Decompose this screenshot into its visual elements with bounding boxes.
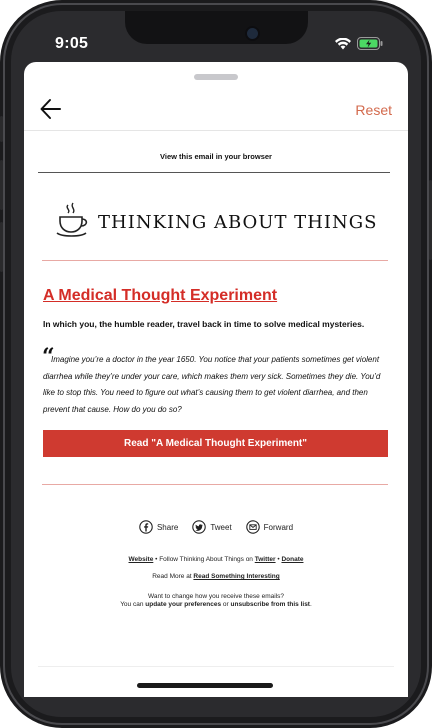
read-article-button[interactable]: Read "A Medical Thought Experiment": [43, 430, 388, 457]
twitter-icon: [192, 520, 206, 534]
brand-logo[interactable]: [56, 202, 377, 243]
view-in-browser-link[interactable]: View this email in your browser: [160, 152, 272, 161]
battery-icon: [357, 37, 383, 55]
share-facebook-button[interactable]: [139, 520, 178, 534]
website-link[interactable]: Website: [128, 556, 154, 563]
excerpt-line: diarrhea while they’re under your care, which makes them very sick. Sometimes they die. You’d: [43, 371, 381, 381]
bottom-rule: [38, 666, 394, 667]
notch: [125, 11, 308, 44]
status-time: 9:05: [55, 35, 89, 52]
share-label: Share: [156, 522, 179, 532]
footer-separator: •: [275, 556, 282, 563]
brand-name: THINKING ABOUT THINGS: [98, 212, 378, 233]
you-can-text: You can: [120, 601, 146, 608]
home-indicator[interactable]: [137, 683, 273, 688]
read-more-line: [24, 573, 408, 580]
or-text: or: [221, 601, 231, 608]
share-twitter-button[interactable]: [192, 520, 231, 534]
status-icons: [335, 37, 383, 55]
tweet-label: Tweet: [210, 522, 232, 532]
donate-link[interactable]: Donate: [281, 556, 304, 563]
facebook-icon: [139, 520, 153, 534]
back-button[interactable]: [38, 96, 64, 122]
excerpt-line: like to stop this. You need to figure out what’s causing them to get violent diarrhea, and then: [43, 388, 368, 397]
article-subtitle: In which you, the humble reader, travel back in time to solve medical mysteries.: [43, 319, 365, 329]
back-arrow-icon: [38, 96, 64, 122]
read-something-interesting-link[interactable]: Read Something Interesting: [193, 573, 280, 580]
follow-text: • Follow Thinking About Things on: [153, 556, 255, 563]
quote-mark: “: [42, 344, 55, 370]
wifi-icon: [335, 37, 351, 55]
front-camera: [247, 28, 258, 39]
nav-divider: [24, 130, 408, 131]
read-more-prefix: Read More at: [152, 573, 194, 580]
cta-rule: [42, 484, 388, 485]
forward-label: Forward: [263, 522, 294, 532]
forward-email-button[interactable]: [246, 520, 293, 534]
share-row: [24, 520, 408, 534]
header-rule: [38, 172, 390, 173]
email-icon: [246, 520, 260, 534]
preferences-line: [24, 601, 408, 608]
modal-sheet: [24, 62, 408, 697]
volume-up-button: [0, 160, 3, 210]
period-text: .: [309, 601, 312, 608]
article-excerpt: [43, 352, 391, 418]
mute-switch: [0, 116, 3, 142]
volume-down-button: [0, 222, 3, 272]
sheet-grabber[interactable]: [194, 74, 238, 80]
twitter-link[interactable]: Twitter: [254, 556, 276, 563]
excerpt-line: Imagine you’re a doctor in the year 1650. You notice that your patients sometimes get violent: [51, 355, 380, 364]
footer-links: [24, 556, 408, 563]
logo-rule: [42, 260, 388, 261]
excerpt-line: prevent that cause. How do you do so?: [43, 404, 182, 414]
teacup-logo-icon: [56, 202, 90, 243]
change-emails-line: Want to change how you receive these emails?: [148, 593, 284, 600]
update-preferences-link[interactable]: update your preferences: [145, 601, 222, 608]
article-title-link[interactable]: A Medical Thought Experiment: [43, 287, 278, 304]
reset-button[interactable]: Reset: [355, 102, 392, 118]
unsubscribe-link[interactable]: unsubscribe from this list: [230, 601, 310, 608]
phone-screen: [11, 11, 421, 717]
